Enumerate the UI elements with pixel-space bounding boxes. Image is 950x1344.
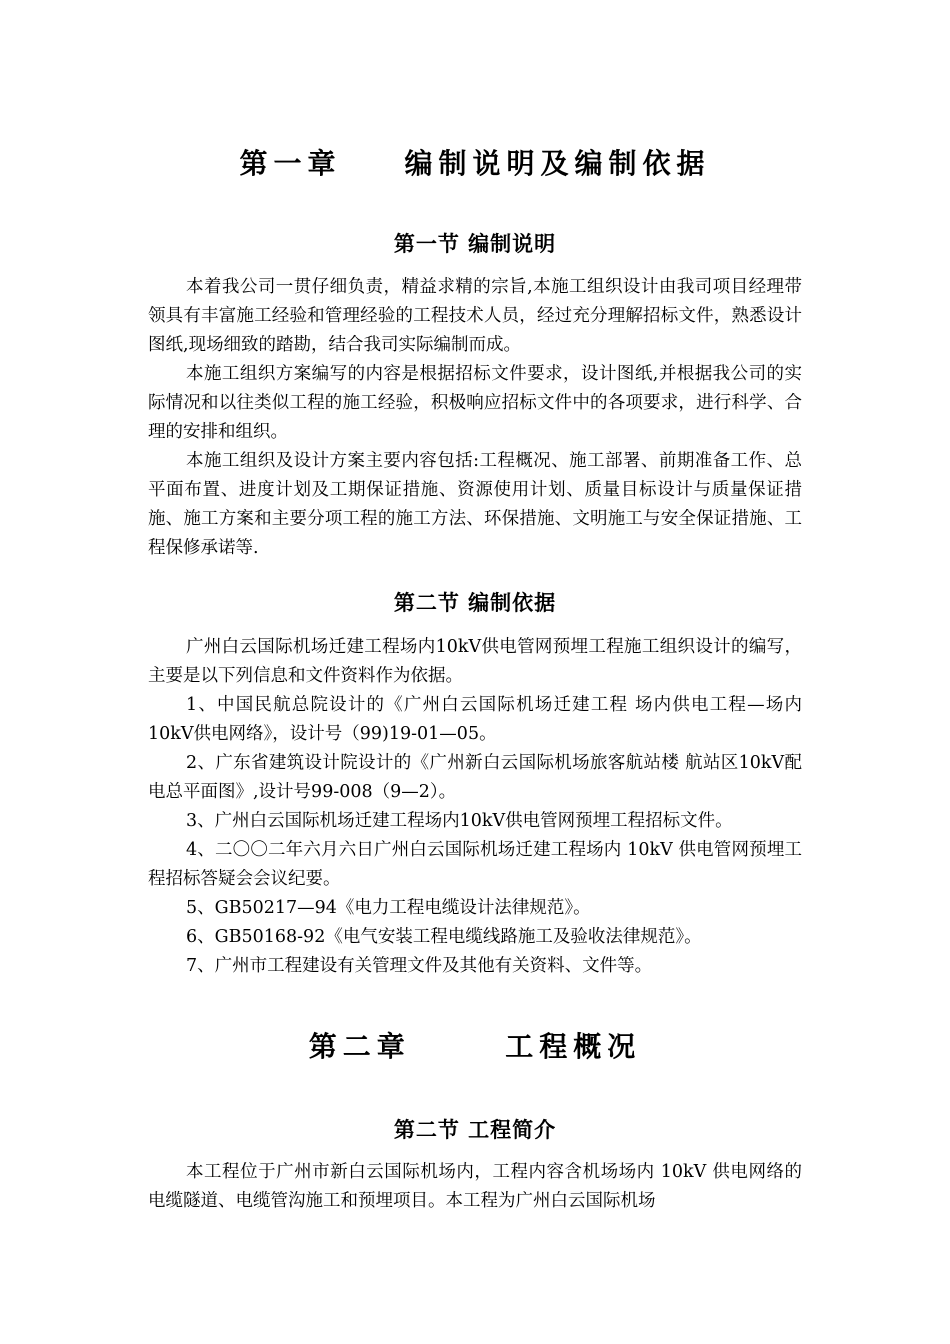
list-item: 1、中国民航总院设计的《广州白云国际机场迁建工程 场内供电工程—场内10kV供电网络》，设计号（99)19-01—05。	[148, 695, 802, 744]
list-item: 4、二〇〇二年六月六日广州白云国际机场迁建工程场内 10kV 供电管网预埋工程招标答疑会会议纪要。	[148, 840, 802, 889]
paragraph: 本施工组织方案编写的内容是根据招标文件要求，设计图纸,并根据我公司的实际情况和以往类似工程的施工经验，积极响应招标文件中的各项要求，进行科学、合理的安排和组织。	[148, 364, 802, 442]
paragraph: 广州白云国际机场迁建工程场内10kV供电管网预埋工程施工组织设计的编写，主要是以下列信息和文件资料作为依据。	[148, 637, 802, 686]
list-item: 5、GB50217—94《电力工程电缆设计法律规范》。	[186, 898, 591, 918]
section-2-1-title: 第二节 工程简介	[393, 1117, 557, 1142]
paragraph: 本工程位于广州市新白云国际机场内，工程内容含机场场内 10kV 供电网络的电缆隧道、电缆管沟施工和预埋项目。本工程为广州白云国际机场	[148, 1162, 802, 1211]
paragraph: 本施工组织及设计方案主要内容包括:工程概况、施工部署、前期准备工作、总平面布置、进度计划及工期保证措施、资源使用计划、质量目标设计与质量保证措施、施工方案和主要分项工程的施工方法、环保措施、文明施工与安全保证措施、工程保修承诺等.	[148, 451, 802, 558]
list-item: 2、广东省建筑设计院设计的《广州新白云国际机场旅客航站楼 航站区10kV配电总平面图》,设计号99-008（9—2）。	[148, 753, 802, 802]
section-1-2-title: 第二节 编制依据	[393, 590, 557, 615]
paragraph: 本着我公司一贯仔细负责，精益求精的宗旨,本施工组织设计由我司项目经理带领具有丰富施工经验和管理经验的工程技术人员，经过充分理解招标文件，熟悉设计图纸,现场细致的踏勘，结合我司实际编制而成。	[148, 277, 802, 355]
chapter-2-title: 第二章 工程概况	[308, 1030, 642, 1063]
chapter-1-title: 第一章 编制说明及编制依据	[239, 147, 711, 180]
section-1-1-title: 第一节 编制说明	[393, 231, 557, 256]
section-1-1-body	[148, 273, 802, 563]
list-item: 3、广州白云国际机场迁建工程场内10kV供电管网预埋工程招标文件。	[186, 811, 733, 831]
list-item: 7、广州市工程建设有关管理文件及其他有关资料、文件等。	[186, 956, 653, 976]
section-2-1-body	[148, 1158, 802, 1216]
section-1-2-body	[148, 633, 802, 981]
list-item: 6、GB50168-92《电气安装工程电缆线路施工及验收法律规范》。	[186, 927, 702, 947]
